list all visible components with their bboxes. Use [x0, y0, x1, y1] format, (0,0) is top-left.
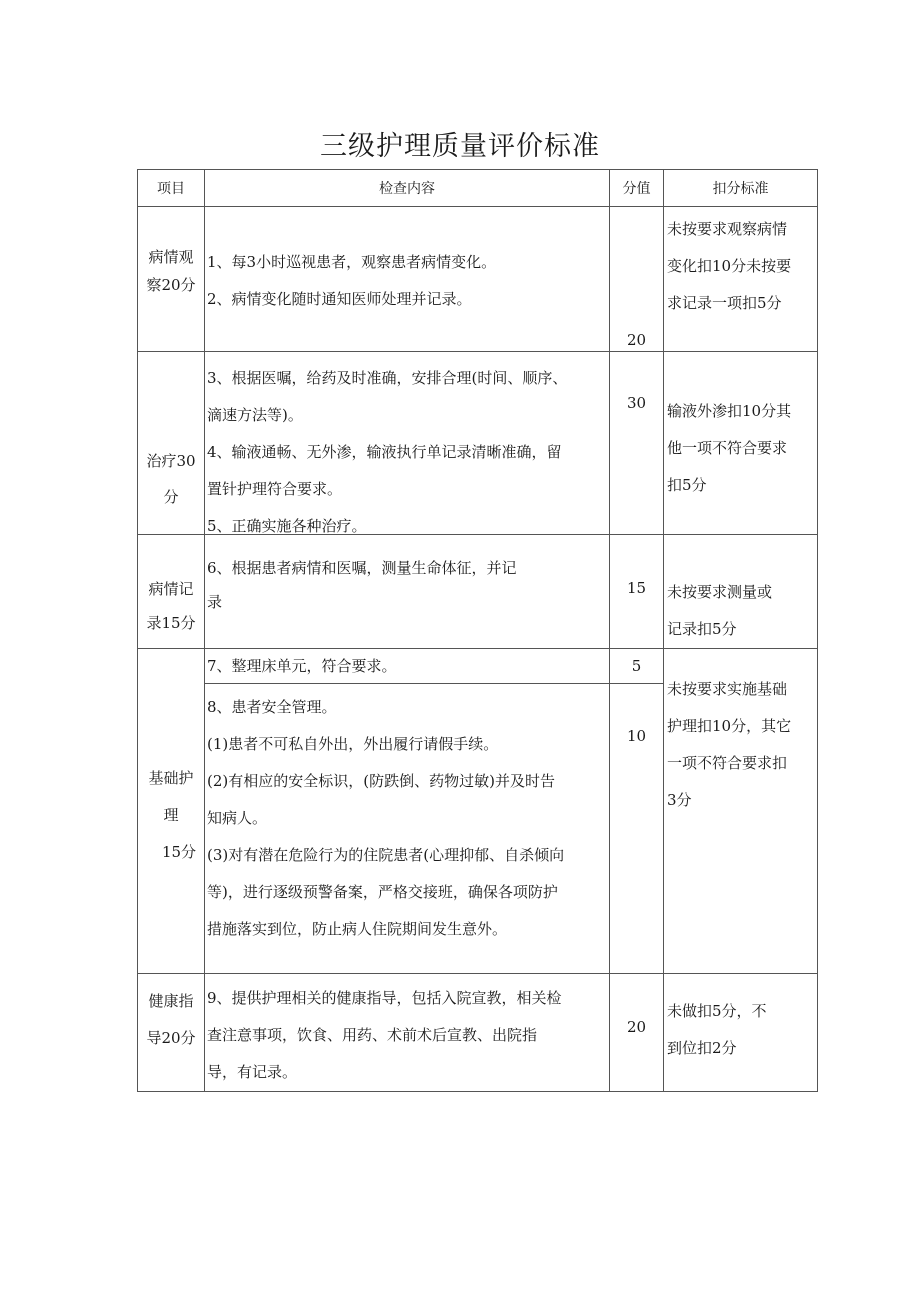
deduction-line: 他一项不符合要求 [667, 439, 788, 457]
score-cell: 20 [610, 207, 664, 352]
content-line: 录 [207, 593, 223, 611]
item-cell [138, 649, 205, 974]
deduction-cell [664, 207, 818, 352]
score-cell: 20 [610, 974, 664, 1092]
item-cell [138, 207, 205, 352]
item-line: 理 [163, 805, 179, 824]
score-cell: 15 [610, 535, 664, 649]
content-line: (2)有相应的安全标识，(防跌倒、药物过敏)并及时告 [207, 772, 555, 790]
score-cell: 5 [610, 649, 664, 684]
item-line: 察20分 [146, 276, 196, 294]
content-line: 查注意事项，饮食、用药、术前术后宣教、出院指 [207, 1026, 538, 1044]
header-content: 检查内容 [205, 170, 610, 207]
score-cell: 30 [610, 352, 664, 535]
item-cell [138, 352, 205, 535]
item-line: 15分 [161, 842, 197, 861]
item-line: 治疗30 [146, 452, 196, 470]
item-cell [138, 535, 205, 649]
table-row [138, 535, 818, 649]
item-line: 病情观 [148, 248, 194, 266]
item-line: 分 [163, 488, 179, 506]
deduction-cell [664, 649, 818, 974]
content-cell [205, 352, 610, 535]
header-deduction: 扣分标准 [664, 170, 818, 207]
content-line: 3、根据医嘱，给药及时准确，安排合理(时间、顺序、 [207, 369, 568, 387]
deduction-line: 一项不符合要求扣 [667, 754, 788, 772]
table-row [138, 649, 818, 684]
item-line: 导20分 [146, 1028, 196, 1047]
content-cell [205, 649, 610, 684]
item-line: 录15分 [146, 613, 196, 632]
deduction-line: 到位扣2分 [667, 1039, 737, 1057]
deduction-line: 输液外渗扣10分其 [667, 402, 792, 420]
content-line: 等)，进行逐级预警备案，严格交接班，确保各项防护 [207, 883, 558, 901]
item-line: 基础护 [148, 768, 194, 787]
table-row [138, 207, 818, 352]
table-row [138, 974, 818, 1092]
content-line: 措施落实到位，防止病人住院期间发生意外。 [207, 920, 508, 938]
deduction-line: 未按要求观察病情 [667, 220, 788, 238]
content-line: 滴速方法等)。 [207, 406, 303, 424]
content-cell [205, 207, 610, 352]
item-line: 健康指 [148, 991, 194, 1010]
content-line: 9、提供护理相关的健康指导，包括入院宣教，相关检 [207, 989, 562, 1007]
header-item: 项目 [138, 170, 205, 207]
deduction-line: 护理扣10分，其它 [667, 717, 792, 735]
content-cell [205, 684, 610, 974]
page-title: 三级护理质量评价标准 [320, 131, 600, 162]
content-line: 2、病情变化随时通知医师处理并记录。 [207, 290, 472, 308]
content-line: (1)患者不可私自外出，外出履行请假手续。 [207, 735, 499, 753]
deduction-line: 扣5分 [667, 476, 707, 494]
content-line: 导，有记录。 [207, 1063, 298, 1081]
content-line: 6、根据患者病情和医嘱，测量生命体征，并记 [207, 559, 517, 577]
content-line: 置针护理符合要求。 [207, 480, 343, 498]
content-cell [205, 535, 610, 649]
item-line: 病情记 [148, 579, 194, 598]
content-line: 7、整理床单元，符合要求。 [207, 657, 397, 675]
table-row [138, 352, 818, 535]
content-line: 4、输液通畅、无外渗，输液执行单记录清晰准确，留 [207, 443, 562, 461]
deduction-cell [664, 352, 818, 535]
content-line: 1、每3小时巡视患者，观察患者病情变化。 [207, 253, 497, 271]
header-score: 分值 [610, 170, 664, 207]
evaluation-table [137, 169, 818, 1092]
deduction-line: 未做扣5分，不 [667, 1002, 767, 1020]
deduction-line: 未按要求实施基础 [667, 680, 788, 698]
score-cell: 10 [610, 684, 664, 974]
deduction-cell [664, 974, 818, 1092]
deduction-line: 未按要求测量或 [667, 583, 773, 601]
content-line: 知病人。 [207, 809, 268, 827]
deduction-line: 变化扣10分未按要 [667, 257, 792, 275]
table-header-row [138, 170, 818, 207]
content-line: (3)对有潜在危险行为的住院患者(心理抑郁、自杀倾向 [207, 846, 565, 864]
deduction-cell [664, 535, 818, 649]
content-line: 8、患者安全管理。 [207, 698, 337, 716]
item-cell [138, 974, 205, 1092]
deduction-line: 记录扣5分 [667, 620, 737, 638]
content-line: 5、正确实施各种治疗。 [207, 517, 367, 534]
content-cell [205, 974, 610, 1092]
deduction-line: 3分 [667, 791, 692, 809]
deduction-line: 求记录一项扣5分 [667, 294, 782, 312]
